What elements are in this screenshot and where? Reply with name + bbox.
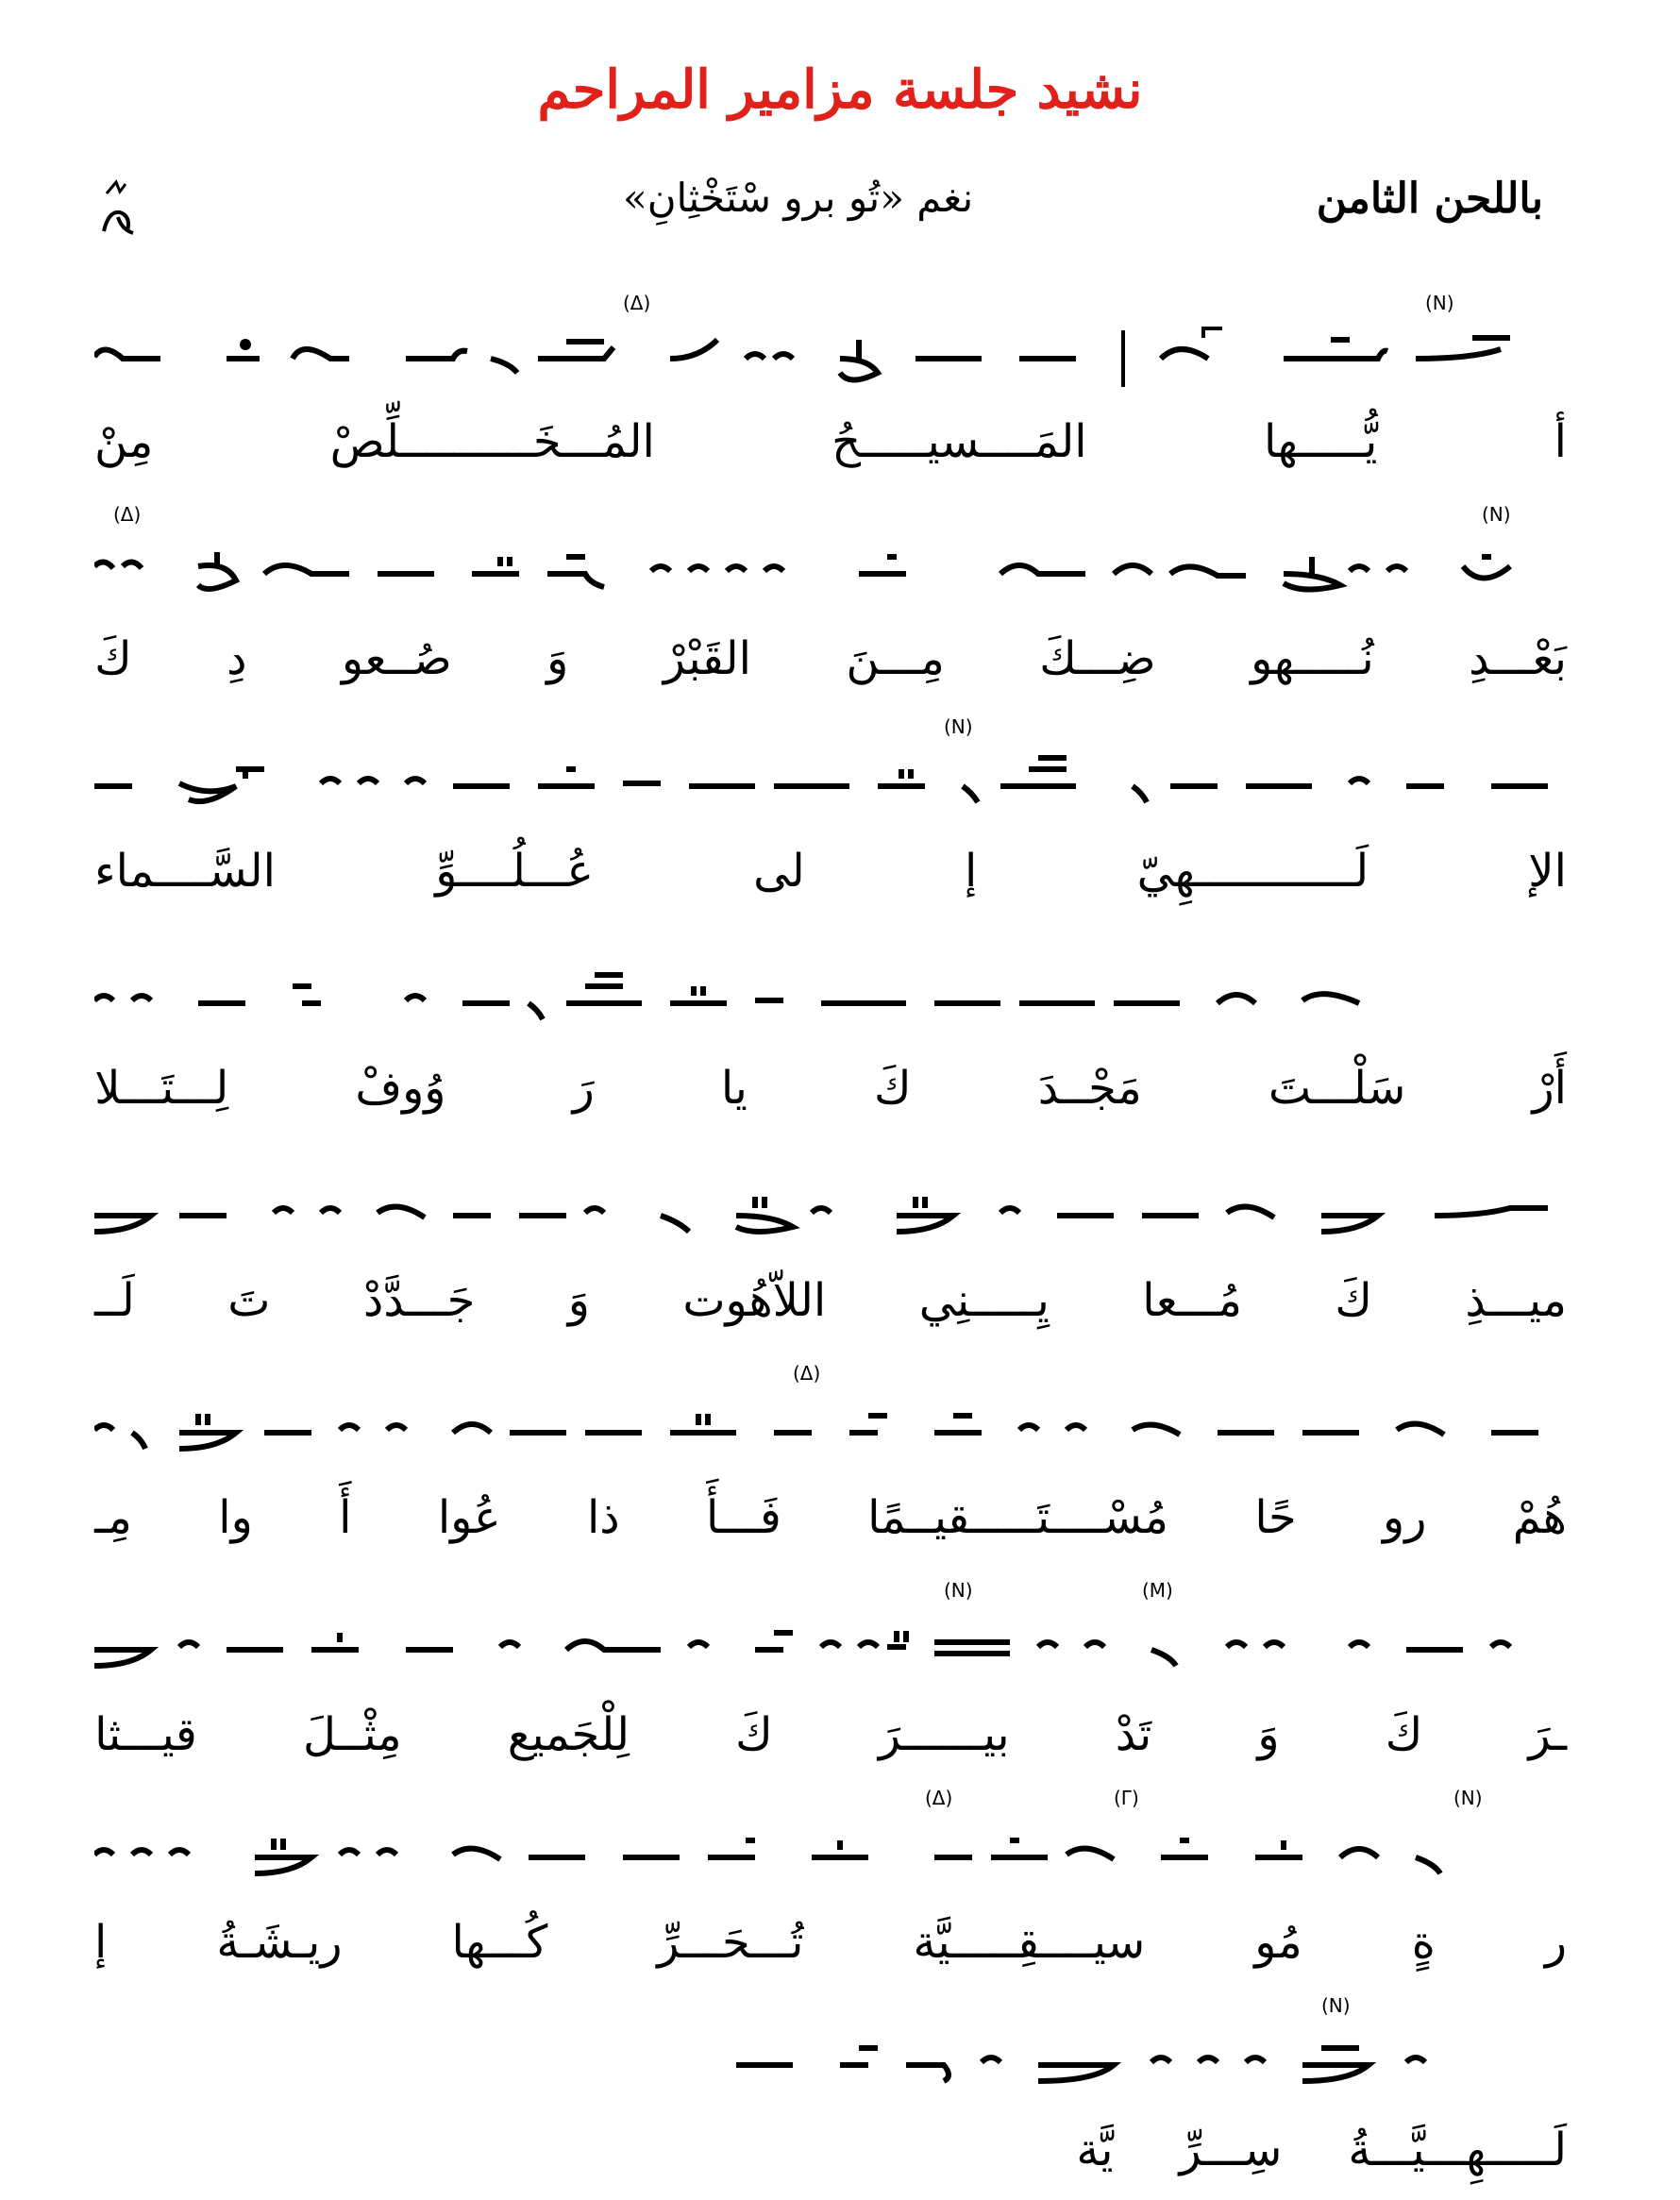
syllable: رو: [1383, 1491, 1427, 1544]
syllable: أَ: [339, 1491, 352, 1544]
neume-line-2: [94, 500, 1567, 632]
syllable: كَ: [1335, 1274, 1372, 1327]
mark-nu: (Ν): [1482, 503, 1511, 526]
neume-line-7: [94, 1576, 1567, 1708]
syllable: دِ: [227, 632, 247, 685]
syllable: لَــــــــــــهِيّ: [1136, 845, 1369, 898]
mark-nu: (Ν): [1321, 1994, 1351, 2017]
syllable: كَ: [735, 1708, 773, 1761]
mark-gamma: (Γ): [1114, 1787, 1139, 1809]
syllable: لِلْجَميع: [507, 1708, 630, 1761]
tune-label: نغم «تُو برو سْتَخْثِانِ»: [623, 175, 974, 221]
syllable: أ: [1554, 415, 1567, 468]
syllable: مِثْــلَ: [302, 1708, 402, 1761]
syllable: وا: [218, 1491, 253, 1544]
syllable: السَّــــماء: [94, 845, 276, 898]
syllable: مُو: [1254, 1916, 1302, 1969]
lyrics-line-3: [94, 845, 1567, 920]
syllable: لَــ: [94, 1274, 135, 1327]
mark-delta: (Δ): [623, 292, 651, 314]
mark-nu: (Ν): [944, 1579, 973, 1602]
syllable: كَ: [94, 632, 132, 685]
syllable: جَـــدَّدْ: [362, 1274, 476, 1327]
syllable: رَ: [572, 1062, 595, 1115]
lyrics-line-7: [94, 1708, 1567, 1784]
syllable: حًا: [1254, 1491, 1297, 1544]
mode-sign-icon: [90, 175, 146, 260]
neume-line-5: [94, 1142, 1567, 1274]
syllable: إ: [965, 845, 978, 898]
lyrics-line-9: [717, 2124, 1567, 2199]
syllable: اللاّهُوت: [682, 1274, 827, 1327]
syllable: مَجْــدَ: [1037, 1062, 1142, 1115]
lyrics-line-1: [94, 415, 1567, 491]
syllable: القَبْرْ: [663, 632, 751, 685]
syllable: مِـــنَ: [846, 632, 945, 685]
syllable: وَ: [1257, 1708, 1280, 1761]
neume-line-8: [94, 1784, 1567, 1916]
syllable: سَلْـــتَ: [1268, 1062, 1406, 1115]
syllable: نُـــــهو: [1251, 632, 1374, 685]
syllable: بَعْـــدِ: [1469, 632, 1567, 685]
syllable: ذا: [586, 1491, 620, 1544]
syllable: ريـشَـةُ: [216, 1916, 343, 1969]
lyrics-line-4: [94, 1062, 1567, 1137]
lyrics-line-5: [94, 1274, 1567, 1350]
lyrics-line-6: [94, 1491, 1567, 1567]
mark-mu: (Μ): [1142, 1579, 1173, 1602]
syllable: تَدْ: [1115, 1708, 1152, 1761]
syllable: ضِـــكَ: [1039, 632, 1156, 685]
lyrics-line-2: [94, 632, 1567, 708]
syllable: وُوفْ: [355, 1062, 446, 1115]
header: [0, 175, 1680, 260]
syllable: لَـــــهِـــيَّـــةُ: [1348, 2124, 1567, 2176]
syllable: أَرْ: [1532, 1062, 1567, 1115]
syllable: كَ: [874, 1062, 912, 1115]
mark-nu: (Ν): [1453, 1787, 1483, 1809]
syllable: يِـــــنِي: [918, 1274, 1050, 1327]
syllable: قيـــثا: [94, 1708, 197, 1761]
mark-nu: (Ν): [944, 715, 973, 738]
lyrics-line-8: [94, 1916, 1567, 1991]
syllable: إ: [94, 1916, 108, 1969]
neume-line-9: [717, 1991, 1567, 2124]
syllable: وَ: [546, 632, 569, 685]
neume-line-1: [94, 283, 1567, 415]
syllable: مُسْــــتَـــــقيــمًا: [867, 1491, 1168, 1544]
neume-line-3: [94, 713, 1567, 845]
page-title: نشيد جلسة مزامير المراحم: [537, 59, 1143, 121]
syllable: يُّـــــها: [1263, 415, 1378, 468]
syllable: سِـــرِّ: [1179, 2124, 1283, 2176]
syllable: مُـــعا: [1142, 1274, 1242, 1327]
mode-label: باللحن الثامن: [1316, 175, 1543, 223]
mark-delta: (Δ): [925, 1787, 953, 1809]
syllable: عُـــلُــــوِّ: [435, 845, 594, 898]
syllable: لِـــتَـــلا: [94, 1062, 229, 1115]
mark-delta: (Δ): [793, 1362, 821, 1385]
syllable: وَ: [567, 1274, 590, 1327]
neume-line-4: [94, 930, 1567, 1062]
syllable: بيــــــرَ: [878, 1708, 1010, 1761]
syllable: فَـــأَ: [706, 1491, 781, 1544]
syllable: ـرَ: [1528, 1708, 1567, 1761]
syllable: كُـــها: [451, 1916, 548, 1969]
mark-delta: (Δ): [113, 503, 142, 526]
mark-nu: (Ν): [1425, 292, 1454, 314]
syllable: ةٍ: [1411, 1916, 1436, 1969]
syllable: يَّة: [1076, 2124, 1114, 2176]
syllable: لى: [753, 845, 805, 898]
syllable: ميـــذِ: [1465, 1274, 1567, 1327]
syllable: سيــــقِـــــيَّة: [913, 1916, 1146, 1969]
syllable: ر: [1544, 1916, 1567, 1969]
syllable: الإ: [1528, 845, 1567, 898]
syllable: صُــعو: [341, 632, 452, 685]
syllable: تَ: [227, 1274, 271, 1327]
syllable: كَ: [1385, 1708, 1423, 1761]
syllable: هُمْ: [1512, 1491, 1567, 1544]
neume-line-6: [94, 1359, 1567, 1491]
syllable: تُـــحَـــرِّ: [657, 1916, 804, 1969]
syllable: يا: [720, 1062, 748, 1115]
syllable: مِـ: [94, 1491, 132, 1544]
syllable: عُوا: [437, 1491, 501, 1544]
syllable: مِنْ: [94, 415, 154, 468]
syllable: المَــــسيـــــحُ: [832, 415, 1087, 468]
syllable: المُـــخَــــــــــلِّصْ: [329, 415, 655, 468]
